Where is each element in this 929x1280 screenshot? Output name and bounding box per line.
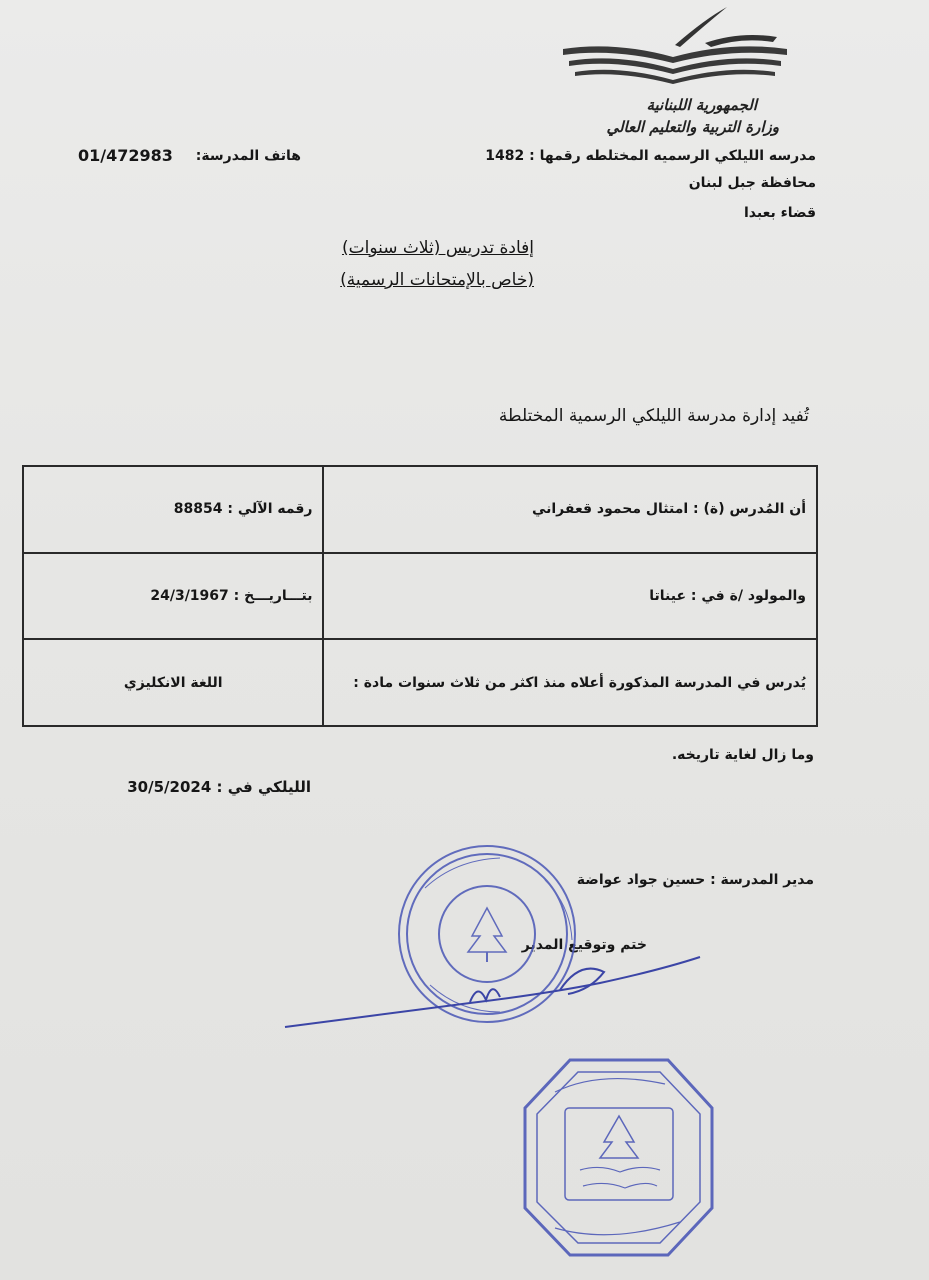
teacher-id-cell: رقمه الآلي : 88854 — [23, 466, 323, 553]
governorate: محافظة جبل لبنان — [688, 175, 816, 191]
table-row — [23, 466, 817, 553]
birthdate-cell: بتـــاريـــخ : 24/3/1967 — [23, 553, 323, 640]
subject-cell: اللغة الانكليزي — [23, 639, 323, 726]
director-name: مدير المدرسة : حسين جواد عواضة — [576, 872, 814, 888]
signature-label: ختم وتوقيع المدير — [521, 937, 647, 953]
school-octagon-stamp — [525, 1060, 712, 1255]
teacher-name-cell: أن المُدرس (ة) : امتثال محمود قعفراني — [323, 466, 817, 553]
district: قضاء بعبدا — [743, 205, 816, 221]
ministry-name: وزارة التربية والتعليم العالي — [606, 118, 779, 136]
school-name-number: مدرسه الليلكي الرسميه المختلطه رقمها : 1482 — [485, 148, 816, 164]
open-book-quill-logo — [555, 5, 795, 100]
phone-label: هاتف المدرسة: — [195, 148, 301, 164]
table-row — [23, 639, 817, 726]
teacher-info-table — [22, 465, 818, 727]
still-teaching-note: وما زال لغاية تاريخه. — [671, 747, 814, 763]
handwritten-signature — [285, 957, 700, 1027]
table-row — [23, 553, 817, 640]
phone-number: 01/472983 — [78, 146, 173, 165]
school-round-stamp — [399, 846, 575, 1022]
republic-name: الجمهورية اللبنانية — [646, 96, 757, 114]
teaching-statement-cell: يُدرس في المدرسة المذكورة أعلاه منذ اكثر من ثلاث سنوات مادة : — [323, 639, 817, 726]
issue-date: الليلكي في : 30/5/2024 — [127, 778, 311, 796]
intro-text: تُفيد إدارة مدرسة الليلكي الرسمية المختلطة — [498, 406, 809, 426]
certificate-subtitle: (خاص بالإمتحانات الرسمية) — [340, 270, 534, 290]
certificate-title: إفادة تدريس (ثلاث سنوات) — [341, 238, 534, 258]
birthplace-cell: والمولود /ة في : عيناتا — [323, 553, 817, 640]
